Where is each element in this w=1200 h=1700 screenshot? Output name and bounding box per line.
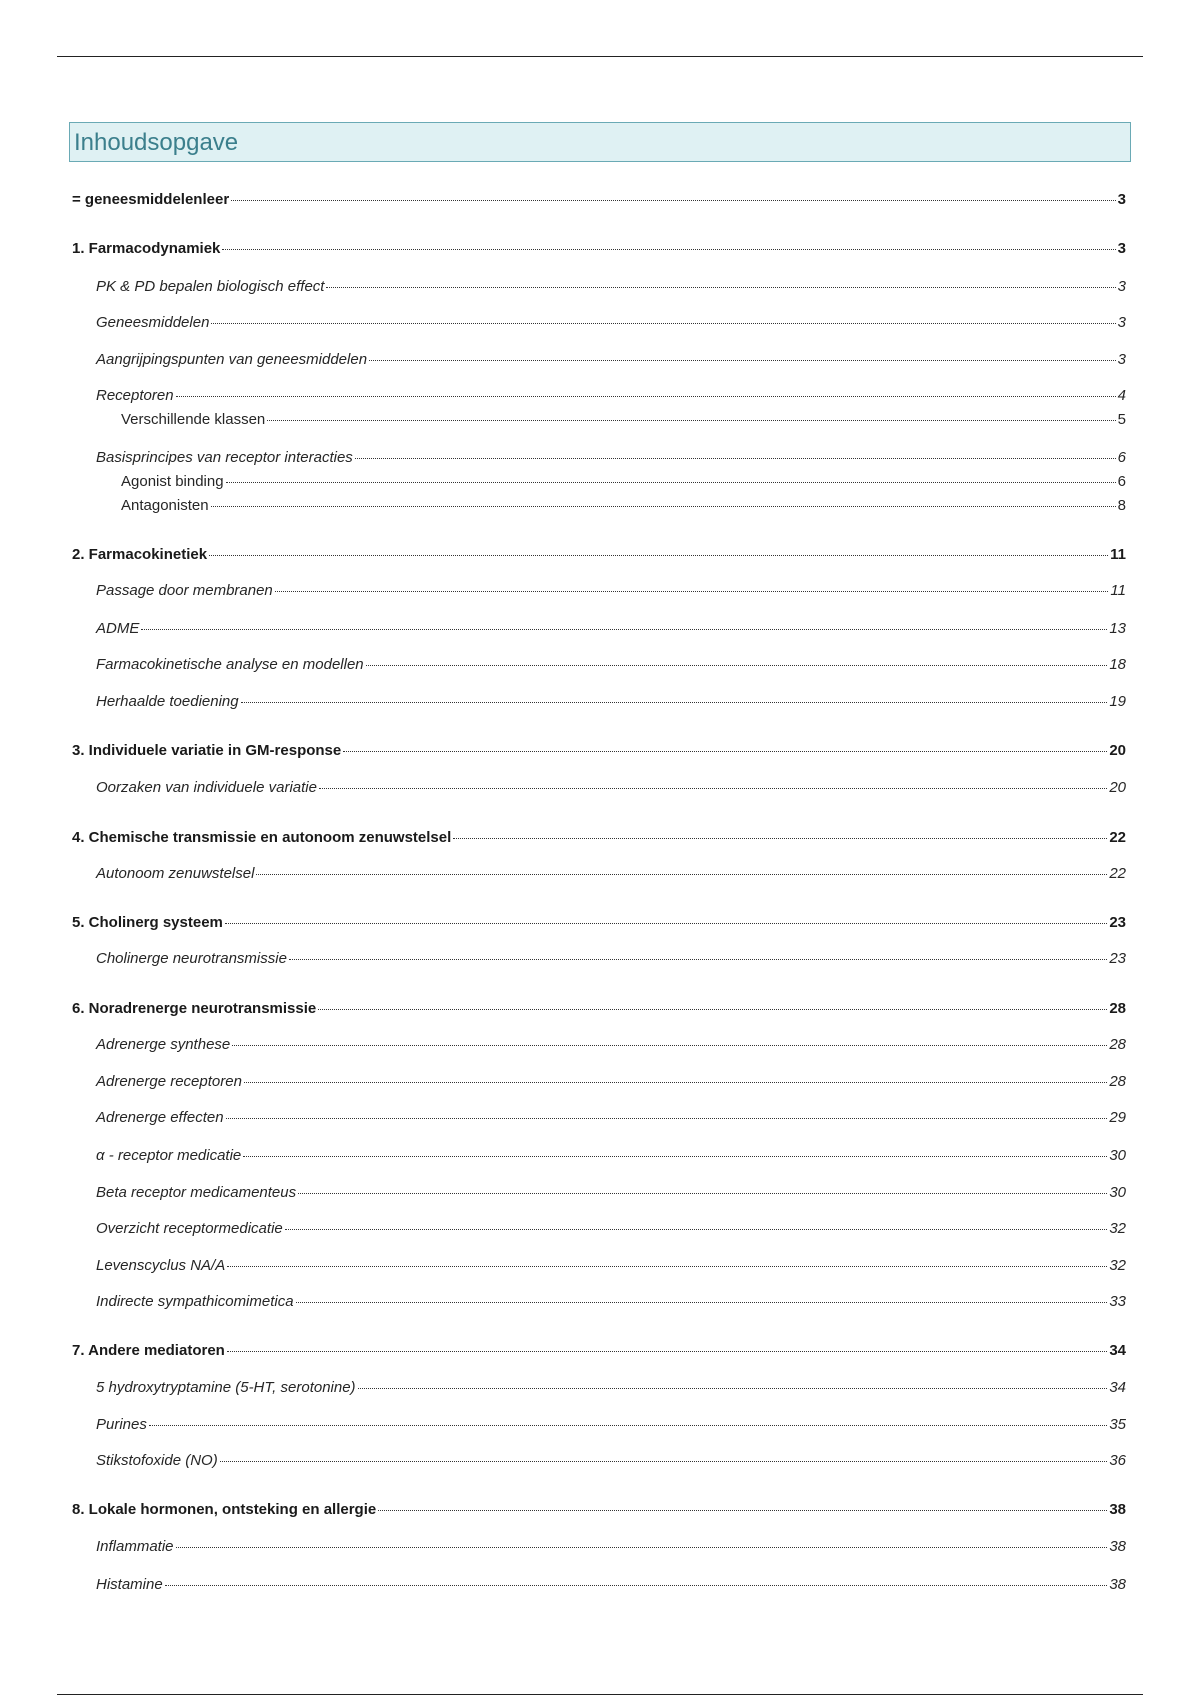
toc-entry-title: Inflammatie bbox=[96, 1538, 174, 1555]
toc-leader bbox=[318, 1009, 1107, 1010]
toc-entry-page: 38 bbox=[1109, 1538, 1126, 1555]
toc-leader bbox=[289, 959, 1107, 960]
toc-entry-level2[interactable] bbox=[96, 865, 1126, 883]
toc-entry-title: Overzicht receptormedicatie bbox=[96, 1220, 283, 1237]
toc-leader bbox=[176, 396, 1116, 397]
toc-leader bbox=[141, 629, 1107, 630]
toc-entry-title: 7. Andere mediatoren bbox=[72, 1342, 225, 1359]
toc-leader bbox=[256, 874, 1107, 875]
toc-entry-page: 29 bbox=[1109, 1109, 1126, 1126]
toc-entry-title: Autonoom zenuwstelsel bbox=[96, 865, 255, 882]
toc-entry-level2[interactable] bbox=[96, 1576, 1126, 1594]
toc-entry-title: 4. Chemische transmissie en autonoom zenuwstelsel bbox=[72, 829, 452, 846]
toc-entry-page: 4 bbox=[1117, 387, 1126, 404]
toc-entry-page: 20 bbox=[1109, 742, 1126, 759]
toc-entry-level2[interactable] bbox=[96, 1073, 1126, 1091]
toc-entry-level2[interactable] bbox=[96, 387, 1126, 405]
toc-entry-level3[interactable] bbox=[121, 497, 1126, 515]
toc-entry-level1[interactable] bbox=[72, 1501, 1126, 1519]
toc-leader bbox=[355, 458, 1116, 459]
toc-leader bbox=[319, 788, 1107, 789]
toc-entry-page: 23 bbox=[1109, 950, 1126, 967]
toc-entry-title: Histamine bbox=[96, 1576, 163, 1593]
toc-leader bbox=[244, 1082, 1107, 1083]
toc-leader bbox=[267, 420, 1115, 421]
toc-leader bbox=[211, 323, 1115, 324]
toc-entry-title: ADME bbox=[96, 620, 140, 637]
toc-entry-page: 28 bbox=[1109, 1000, 1126, 1017]
toc-entry-title: Indirecte sympathicomimetica bbox=[96, 1293, 294, 1310]
toc-entry-level2[interactable] bbox=[96, 314, 1126, 332]
toc-entry-page: 38 bbox=[1109, 1576, 1126, 1593]
toc-entry-level2[interactable] bbox=[96, 1416, 1126, 1434]
toc-entry-level2[interactable] bbox=[96, 1109, 1126, 1127]
toc-entry-level2[interactable] bbox=[96, 950, 1126, 968]
toc-entry-title: Oorzaken van individuele variatie bbox=[96, 779, 317, 796]
toc-entry-level1[interactable] bbox=[72, 914, 1126, 932]
toc-entry-level2[interactable] bbox=[96, 449, 1126, 467]
toc-entry-level2[interactable] bbox=[96, 1452, 1126, 1470]
toc-entry-page: 23 bbox=[1109, 914, 1126, 931]
toc-entry-title: Verschillende klassen bbox=[121, 411, 266, 428]
toc-entry-level1[interactable] bbox=[72, 240, 1126, 258]
toc-entry-page: 6 bbox=[1117, 473, 1126, 490]
toc-entry-page: 6 bbox=[1117, 449, 1126, 466]
toc-entry-level2[interactable] bbox=[96, 1257, 1126, 1275]
toc-entry-page: 8 bbox=[1117, 497, 1126, 514]
toc-entry-title: Agonist binding bbox=[121, 473, 224, 490]
toc-entry-level2[interactable] bbox=[96, 693, 1126, 711]
toc-entry-level1[interactable] bbox=[72, 742, 1126, 760]
toc-entry-level2[interactable] bbox=[96, 582, 1126, 600]
toc-leader bbox=[358, 1388, 1108, 1389]
toc-entry-page: 5 bbox=[1117, 411, 1126, 428]
toc-entry-level2[interactable] bbox=[96, 1293, 1126, 1311]
toc-entry-title: Cholinerge neurotransmissie bbox=[96, 950, 287, 967]
toc-entry-level2[interactable] bbox=[96, 1147, 1126, 1165]
toc-leader bbox=[231, 200, 1116, 201]
toc-entry-page: 20 bbox=[1109, 779, 1126, 796]
toc-leader bbox=[326, 287, 1115, 288]
toc-entry-page: 36 bbox=[1109, 1452, 1126, 1469]
toc-entry-title: 6. Noradrenerge neurotransmissie bbox=[72, 1000, 317, 1017]
toc-entry-level2[interactable] bbox=[96, 1184, 1126, 1202]
toc-entry-title: 8. Lokale hormonen, ontsteking en allergie bbox=[72, 1501, 377, 1518]
toc-entry-page: 19 bbox=[1109, 693, 1126, 710]
toc-entry-level1[interactable] bbox=[72, 546, 1126, 564]
toc-entry-title: Stikstofoxide (NO) bbox=[96, 1452, 218, 1469]
toc-entry-level1[interactable] bbox=[72, 1000, 1126, 1018]
toc-leader bbox=[453, 838, 1107, 839]
toc-leader bbox=[149, 1425, 1107, 1426]
toc-entry-title: 3. Individuele variatie in GM-response bbox=[72, 742, 342, 759]
toc-leader bbox=[226, 1118, 1108, 1119]
toc-leader bbox=[275, 591, 1109, 592]
toc-entry-title: Adrenerge effecten bbox=[96, 1109, 224, 1126]
toc-entry-page: 13 bbox=[1109, 620, 1126, 637]
toc-entry-page: 38 bbox=[1109, 1501, 1126, 1518]
toc-leader bbox=[227, 1266, 1107, 1267]
toc-leader bbox=[378, 1510, 1107, 1511]
toc-entry-level2[interactable] bbox=[96, 1220, 1126, 1238]
toc-leader bbox=[220, 1461, 1108, 1462]
toc-entry-title: Beta receptor medicamenteus bbox=[96, 1184, 297, 1201]
toc-entry-title: Antagonisten bbox=[121, 497, 209, 514]
toc-entry-page: 11 bbox=[1110, 582, 1126, 599]
toc-leader bbox=[165, 1585, 1108, 1586]
header-rule bbox=[57, 56, 1143, 57]
toc-entry-page: 34 bbox=[1109, 1379, 1126, 1396]
toc-entry-page: 18 bbox=[1109, 656, 1126, 673]
toc-entry-page: 30 bbox=[1109, 1147, 1126, 1164]
toc-entry-title: Passage door membranen bbox=[96, 582, 273, 599]
toc-entry-page: 3 bbox=[1117, 314, 1126, 331]
toc-entry-page: 22 bbox=[1109, 829, 1126, 846]
toc-leader bbox=[343, 751, 1107, 752]
toc-leader bbox=[211, 506, 1116, 507]
toc-leader bbox=[226, 482, 1116, 483]
toc-leader bbox=[232, 1045, 1107, 1046]
toc-leader bbox=[296, 1302, 1108, 1303]
toc-entry-page: 22 bbox=[1109, 865, 1126, 882]
toc-leader bbox=[225, 923, 1107, 924]
toc-entry-title: Receptoren bbox=[96, 387, 174, 404]
toc-entry-title: Basisprincipes van receptor interacties bbox=[96, 449, 353, 466]
toc-entry-level1[interactable] bbox=[72, 191, 1126, 209]
toc-leader bbox=[227, 1351, 1107, 1352]
toc-entry-page: 30 bbox=[1109, 1184, 1126, 1201]
toc-entry-level2[interactable] bbox=[96, 656, 1126, 674]
toc-entry-page: 11 bbox=[1110, 546, 1126, 563]
toc-leader bbox=[243, 1156, 1107, 1157]
toc-entry-page: 32 bbox=[1109, 1257, 1126, 1274]
toc-entry-level1[interactable] bbox=[72, 1342, 1126, 1360]
toc-entry-title: 5. Cholinerg systeem bbox=[72, 914, 223, 931]
toc-entry-title: Purines bbox=[96, 1416, 147, 1433]
toc-entry-level3[interactable] bbox=[121, 473, 1126, 491]
toc-entry-level1[interactable] bbox=[72, 829, 1126, 847]
toc-entry-page: 3 bbox=[1117, 351, 1126, 368]
toc-entry-page: 34 bbox=[1109, 1342, 1126, 1359]
toc-entry-level2[interactable] bbox=[96, 278, 1126, 296]
toc-leader bbox=[285, 1229, 1108, 1230]
toc-leader bbox=[369, 360, 1116, 361]
toc-entry-title: 1. Farmacodynamiek bbox=[72, 240, 221, 257]
toc-entry-page: 3 bbox=[1117, 278, 1126, 295]
toc-entry-title: 2. Farmacokinetiek bbox=[72, 546, 208, 563]
toc-entry-title: = geneesmiddelenleer bbox=[72, 191, 230, 208]
toc-entry-title: Herhaalde toediening bbox=[96, 693, 239, 710]
toc-entry-level2[interactable] bbox=[96, 620, 1126, 638]
toc-entry-title: Adrenerge receptoren bbox=[96, 1073, 242, 1090]
toc-leader bbox=[298, 1193, 1107, 1194]
toc-entry-page: 32 bbox=[1109, 1220, 1126, 1237]
toc-entry-title: Levenscyclus NA/A bbox=[96, 1257, 226, 1274]
toc-entry-level2[interactable] bbox=[96, 779, 1126, 797]
toc-entry-title: Adrenerge synthese bbox=[96, 1036, 231, 1053]
toc-leader bbox=[209, 555, 1108, 556]
footer-rule bbox=[57, 1694, 1143, 1695]
toc-entry-title: PK & PD bepalen biologisch effect bbox=[96, 278, 325, 295]
toc-heading: Inhoudsopgave bbox=[74, 129, 239, 156]
toc-entry-title: 5 hydroxytryptamine (5-HT, serotonine) bbox=[96, 1379, 356, 1396]
toc-entry-title: α - receptor medicatie bbox=[96, 1147, 242, 1164]
toc-leader bbox=[241, 702, 1108, 703]
toc-entry-level3[interactable] bbox=[121, 411, 1126, 429]
toc-entry-page: 28 bbox=[1109, 1073, 1126, 1090]
toc-heading-box bbox=[69, 122, 1131, 162]
toc-entry-level2[interactable] bbox=[96, 1379, 1126, 1397]
toc-entry-title: Geneesmiddelen bbox=[96, 314, 210, 331]
toc-entry-page: 33 bbox=[1109, 1293, 1126, 1310]
toc-entry-page: 35 bbox=[1109, 1416, 1126, 1433]
toc-leader bbox=[366, 665, 1108, 666]
toc-entry-page: 28 bbox=[1109, 1036, 1126, 1053]
toc-entry-page: 3 bbox=[1117, 240, 1126, 257]
toc-entry-level2[interactable] bbox=[96, 1538, 1126, 1556]
toc-leader bbox=[176, 1547, 1108, 1548]
toc-entry-level2[interactable] bbox=[96, 1036, 1126, 1054]
toc-entry-level2[interactable] bbox=[96, 351, 1126, 369]
toc-entry-title: Aangrijpingspunten van geneesmiddelen bbox=[96, 351, 368, 368]
toc-leader bbox=[222, 249, 1115, 250]
toc-entry-page: 3 bbox=[1117, 191, 1126, 208]
toc-entry-title: Farmacokinetische analyse en modellen bbox=[96, 656, 364, 673]
